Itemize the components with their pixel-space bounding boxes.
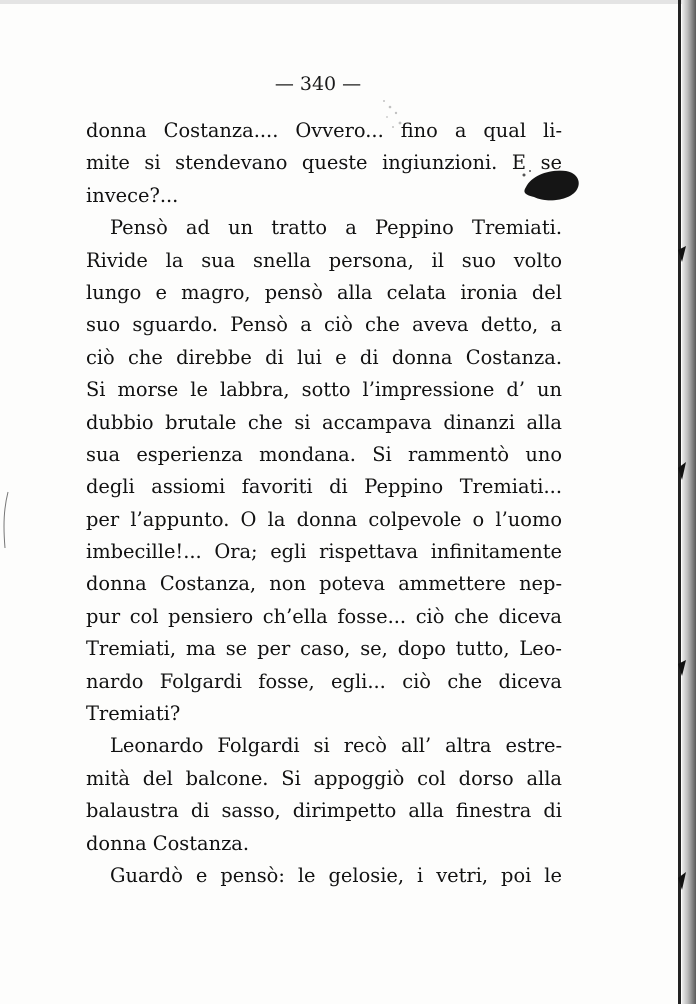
text-line: degli assiomi favoriti di Peppino Tremiati... [86, 475, 562, 499]
text-line: Rivide la sua snella persona, il suo volto [86, 248, 562, 272]
text-line: nardo Folgardi fosse, egli... ciò che diceva [86, 669, 562, 693]
text-line: Tremiati? [86, 702, 181, 726]
text-line: donna Costanza, non poteva ammettere nep- [86, 572, 562, 596]
text-line: per l’appunto. O la donna colpevole o l’uomo [86, 507, 562, 531]
page-number: — 340 — [274, 73, 362, 95]
text-line: lungo e magro, pensò alla celata ironia del [86, 280, 562, 304]
text-line: donna Costanza.... Ovvero... fino a qual li- [86, 119, 562, 142]
text-line: Leonardo Folgardi si recò all’ altra estre- [110, 734, 562, 758]
text-line: donna Costanza. [86, 831, 250, 855]
text-line: balaustra di sasso, dirimpetto alla finestra di [86, 799, 562, 823]
text-line: Si morse le labbra, sotto l’impressione d’ un [86, 378, 562, 402]
text-line: ciò che direbbe di lui e di donna Costanza. [86, 345, 562, 369]
text-line: Tremiati, ma se per caso, se, dopo tutto, Leo- [86, 637, 562, 661]
text-line: Guardò e pensò: le gelosie, i vetri, poi le [110, 863, 562, 887]
text-line: sua esperienza mondana. Si rammentò uno [86, 442, 562, 466]
text-line: mite si stendevano queste ingiunzioni. E se [86, 151, 562, 175]
page-top-edge [0, 0, 696, 4]
text-line: dubbio brutale che si accampava dinanzi alla [86, 410, 562, 434]
text-line: imbecille!... Ora; egli rispettava infinitamente [86, 540, 562, 564]
margin-pencil-mark [0, 490, 10, 550]
binding-thread-marks [668, 0, 696, 1004]
text-line: invece?... [86, 183, 179, 207]
text-line: mità del balcone. Si appoggiò col dorso alla [86, 766, 562, 790]
text-line: Pensò ad un tratto a Peppino Tremiati. [110, 216, 562, 240]
body-text [86, 115, 562, 892]
text-line: pur col pensiero ch’ella fosse... ciò che diceva [86, 604, 562, 628]
text-line: suo sguardo. Pensò a ciò che aveva detto, a [86, 313, 562, 337]
